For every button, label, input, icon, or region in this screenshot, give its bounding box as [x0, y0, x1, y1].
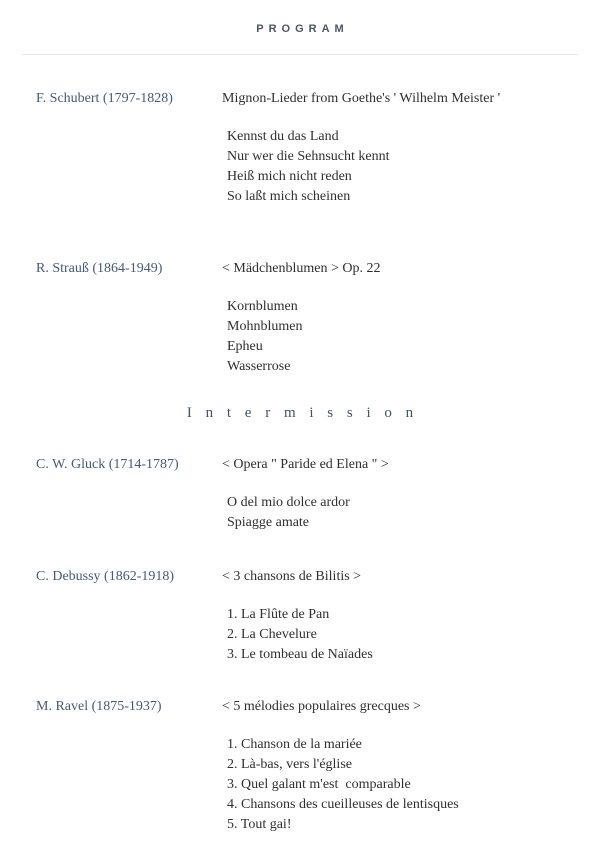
song-item: So laßt mich scheinen: [227, 189, 351, 204]
page-title: PROGRAM: [256, 23, 349, 35]
program-entry-strauss: [0, 259, 600, 377]
song-item: Spiagge amate: [227, 515, 310, 530]
program-entry-schubert: [0, 89, 600, 207]
song-item: Nur wer die Sehnsucht kennt: [227, 149, 390, 164]
song-item: Epheu: [227, 339, 263, 354]
song-item: 1. La Flûte de Pan: [227, 607, 330, 622]
work-title: Mignon-Lieder from Goethe's ' Wilhelm Meister ': [222, 91, 501, 106]
song-item: O del mio dolce ardor: [227, 495, 350, 510]
composer-name: F. Schubert (1797-1828): [36, 91, 173, 106]
song-item: 5. Tout gai!: [227, 817, 292, 832]
song-item: 4. Chansons des cueilleuses de lentisques: [227, 797, 459, 812]
song-list: [222, 493, 580, 533]
work-title: < Mädchenblumen > Op. 22: [222, 261, 381, 276]
song-item: Kornblumen: [227, 299, 298, 314]
program-entry-ravel: [0, 697, 600, 835]
composer-name: C. Debussy (1862-1918): [36, 569, 175, 584]
work-title: < Opera " Paride ed Elena " >: [222, 457, 389, 472]
composer-name: R. Strauß (1864-1949): [36, 261, 163, 276]
composer-name: C. W. Gluck (1714-1787): [36, 457, 179, 472]
song-item: 3. Quel galant m'est comparable: [227, 777, 411, 792]
works-column: [222, 259, 580, 377]
works-column: [222, 455, 580, 533]
song-list: [222, 605, 580, 665]
composer-name: M. Ravel (1875-1937): [36, 699, 162, 714]
song-item: 3. Le tombeau de Naïades: [227, 647, 373, 662]
program-entry-gluck: [0, 455, 600, 533]
song-item: Heiß mich nicht reden: [227, 169, 352, 184]
work-title: < 5 mélodies populaires grecques >: [222, 699, 421, 714]
song-item: 2. La Chevelure: [227, 627, 317, 642]
song-item: 1. Chanson de la mariée: [227, 737, 362, 752]
intermission-heading: I n t e r m i s s i o n: [186, 405, 419, 421]
divider-line: [22, 54, 578, 55]
works-column: [222, 89, 580, 207]
works-column: [222, 567, 580, 665]
song-item: Mohnblumen: [227, 319, 303, 334]
song-list: [222, 297, 580, 377]
song-item: Wasserrose: [227, 359, 291, 374]
works-column: [222, 697, 580, 835]
song-list: [222, 735, 580, 835]
song-item: 2. Là-bas, vers l'église: [227, 757, 352, 772]
program-entry-debussy: [0, 567, 600, 665]
song-list: [222, 127, 580, 207]
work-title: < 3 chansons de Bilitis >: [222, 569, 362, 584]
song-item: Kennst du das Land: [227, 129, 339, 144]
